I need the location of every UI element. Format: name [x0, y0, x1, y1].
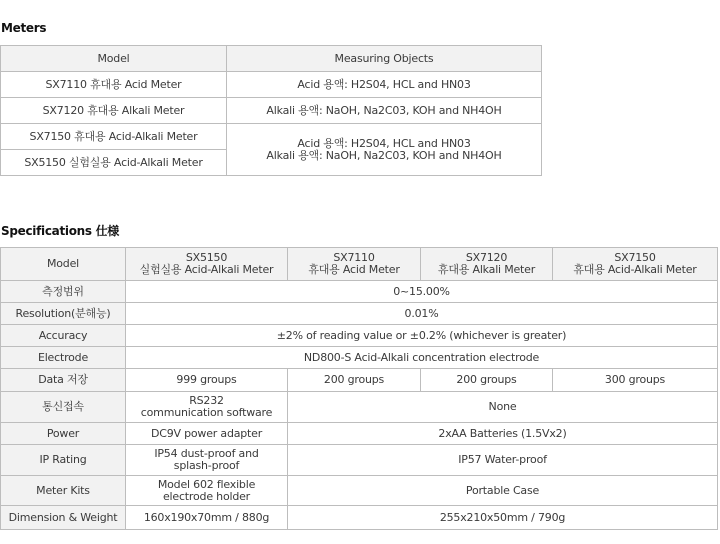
spec-label: Data 저장 [1, 369, 126, 392]
meters-table [0, 45, 542, 176]
spec-value-line: communication software [140, 406, 273, 419]
spec-label: 통신접속 [1, 392, 126, 423]
model-cell: SX7110 휴대용 Acid Meter [1, 72, 227, 98]
spec-row-kits [1, 476, 718, 506]
spec-value: 0~15.00% [126, 281, 718, 303]
specifications-table [0, 247, 718, 530]
table-row [1, 72, 542, 98]
spec-row-dimension [1, 506, 718, 530]
spec-value: 0.01% [126, 303, 718, 325]
spec-label: Dimension & Weight [1, 506, 126, 530]
spec-label: Meter Kits [1, 476, 126, 506]
spec-value: 999 groups [126, 369, 288, 392]
header-model-desc: 휴대용 Alkali Meter [437, 263, 536, 276]
spec-value-line: splash-proof [173, 459, 240, 472]
spec-header-label: Model [1, 248, 126, 281]
spec-row-range [1, 281, 718, 303]
header-model-name: SX5150 [185, 251, 228, 264]
spec-label: Accuracy [1, 325, 126, 347]
objects-line: Alkali 용액: NaOH, Na2C03, KOH and NH4OH [266, 148, 502, 162]
spec-row-ip [1, 445, 718, 476]
header-model-name: SX7150 [614, 251, 656, 264]
spec-label: Electrode [1, 347, 126, 369]
spec-value-line: IP54 dust-proof and [154, 447, 259, 460]
spec-value: 300 groups [553, 369, 718, 392]
spec-header-sx7110 [288, 248, 421, 281]
spec-value: IP57 Water-proof [288, 445, 718, 476]
spec-value [126, 392, 288, 423]
spec-row-accuracy [1, 325, 718, 347]
header-model-desc: 휴대용 Acid Meter [308, 263, 400, 276]
spec-value-line: RS232 [189, 394, 224, 407]
objects-cell: Acid 용액: H2S04, HCL and HN03 [227, 72, 542, 98]
spec-label: 측정범위 [1, 281, 126, 303]
model-cell: SX7150 휴대용 Acid-Alkali Meter [1, 124, 227, 150]
spec-row-electrode [1, 347, 718, 369]
header-model-name: SX7110 [333, 251, 375, 264]
column-header-measuring-objects: Measuring Objects [227, 46, 542, 72]
objects-cell: Alkali 용액: NaOH, Na2C03, KOH and NH4OH [227, 98, 542, 124]
spec-header-sx5150 [126, 248, 288, 281]
spec-header-sx7120 [421, 248, 553, 281]
spec-label: Resolution(분해능) [1, 303, 126, 325]
specs-section-title: Specifications 仕様 [1, 224, 119, 238]
spec-value: 200 groups [288, 369, 421, 392]
spec-value: 200 groups [421, 369, 553, 392]
spec-value-line: Model 602 flexible [157, 477, 256, 491]
spec-header-row [1, 248, 718, 281]
spec-value: Portable Case [288, 476, 718, 506]
spec-value: ND800-S Acid-Alkali concentration electrode [126, 347, 718, 369]
spec-value: 255x210x50mm / 790g [288, 506, 718, 530]
header-model-desc: 휴대용 Acid-Alkali Meter [573, 263, 697, 276]
spec-row-data [1, 369, 718, 392]
spec-header-sx7150 [553, 248, 718, 281]
spec-row-comm [1, 392, 718, 423]
column-header-model: Model [1, 46, 227, 72]
spec-row-power [1, 423, 718, 445]
spec-value: 2xAA Batteries (1.5Vx2) [288, 423, 718, 445]
spec-value: None [288, 392, 718, 423]
spec-value: 160x190x70mm / 880g [126, 506, 288, 530]
table-row [1, 98, 542, 124]
spec-row-resolution [1, 303, 718, 325]
table-header-row [1, 46, 542, 72]
spec-label: Power [1, 423, 126, 445]
spec-value: ±2% of reading value or ±0.2% (whichever is greater) [126, 325, 718, 347]
model-cell: SX5150 실험실용 Acid-Alkali Meter [1, 150, 227, 176]
spec-value-line: electrode holder [162, 489, 251, 503]
header-model-desc: 실험실용 Acid-Alkali Meter [139, 263, 274, 276]
header-model-name: SX7120 [465, 251, 508, 264]
meters-section-title: Meters [1, 21, 47, 35]
spec-value: DC9V power adapter [126, 423, 288, 445]
spec-value [126, 476, 288, 506]
spec-value [126, 445, 288, 476]
model-cell: SX7120 휴대용 Alkali Meter [1, 98, 227, 124]
spec-label: IP Rating [1, 445, 126, 476]
objects-cell-merged [227, 124, 542, 176]
objects-line: Acid 용액: H2S04, HCL and HN03 [297, 136, 471, 150]
table-row [1, 124, 542, 150]
